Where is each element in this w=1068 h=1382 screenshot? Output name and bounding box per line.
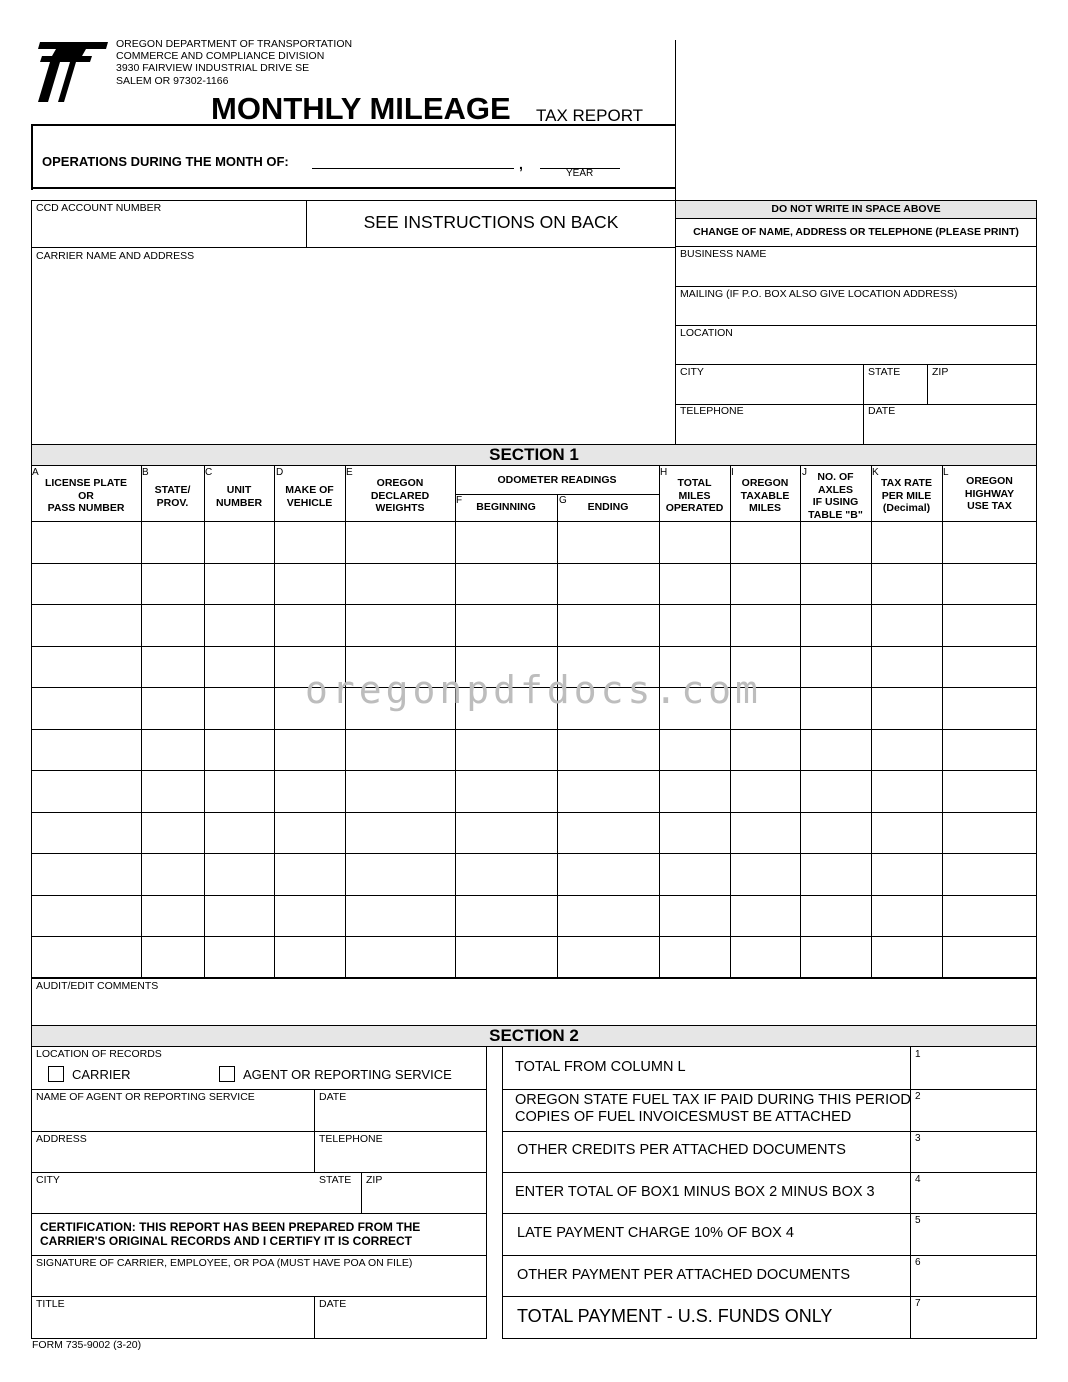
carrier-name-address-label: CARRIER NAME AND ADDRESS xyxy=(36,250,195,262)
telephone-label: TELEPHONE xyxy=(680,405,744,417)
col-header-taxable-miles: OREGON TAXABLE MILES xyxy=(740,477,790,514)
total-line-6-text: OTHER PAYMENT PER ATTACHED DOCUMENTS xyxy=(517,1267,850,1283)
total-box-1-num: 1 xyxy=(915,1049,921,1060)
form-subtitle: TAX REPORT xyxy=(536,106,644,125)
col-letter-i: I xyxy=(731,467,734,478)
certification-line-2: CARRIER'S ORIGINAL RECORDS AND I CERTIFY IT IS CORRECT xyxy=(40,1234,412,1248)
total-box-4-num: 4 xyxy=(915,1174,921,1185)
agency-line-3: 3930 FAIRVIEW INDUSTRIAL DRIVE SE xyxy=(116,62,310,74)
col-letter-g: G xyxy=(559,495,567,506)
agency-line-4: SALEM OR 97302-1166 xyxy=(116,75,229,87)
col-header-make: MAKE OF VEHICLE xyxy=(285,484,334,509)
agent-state-label: STATE xyxy=(319,1174,352,1186)
agent-checkbox-label: AGENT OR REPORTING SERVICE xyxy=(243,1067,452,1082)
title-date-label: DATE xyxy=(319,1298,347,1310)
form-title: MONTHLY MILEAGE xyxy=(211,91,511,126)
section2-title: SECTION 2 xyxy=(489,1026,579,1045)
do-not-write-label: DO NOT WRITE IN SPACE ABOVE xyxy=(771,203,941,215)
city-label: CITY xyxy=(680,366,704,378)
col-letter-l: L xyxy=(943,467,949,478)
total-box-5-num: 5 xyxy=(915,1215,921,1226)
col-letter-e: E xyxy=(346,467,353,478)
watermark: oregonpdfdocs.com xyxy=(305,668,762,712)
col-header-total-miles: TOTAL MILES OPERATED xyxy=(665,477,724,514)
col-header-state-prov: STATE/ PROV. xyxy=(154,484,191,509)
col-header-beginning: BEGINNING xyxy=(476,501,536,513)
date-label: DATE xyxy=(868,405,896,417)
col-header-ending: ENDING xyxy=(587,501,629,513)
col-header-unit-number: UNIT NUMBER xyxy=(215,484,263,509)
year-label: YEAR xyxy=(566,168,594,179)
col-header-license-plate: LICENSE PLATE OR PASS NUMBER xyxy=(44,477,128,514)
col-letter-f: F xyxy=(456,495,463,506)
location-of-records-label: LOCATION OF RECORDS xyxy=(36,1048,162,1060)
total-line-3-text: OTHER CREDITS PER ATTACHED DOCUMENTS xyxy=(517,1142,846,1158)
total-box-3-num: 3 xyxy=(915,1133,921,1144)
location-label: LOCATION xyxy=(680,327,733,339)
see-instructions: SEE INSTRUCTIONS ON BACK xyxy=(363,212,619,232)
odot-logo xyxy=(36,40,110,104)
operations-label: OPERATIONS DURING THE MONTH OF: xyxy=(42,154,289,169)
carrier-checkbox[interactable] xyxy=(48,1066,64,1082)
odometer-readings-header: ODOMETER READINGS xyxy=(497,474,617,486)
certification-line-1: CERTIFICATION: THIS REPORT HAS BEEN PREPARED FROM THE xyxy=(40,1220,421,1234)
agent-checkbox[interactable] xyxy=(219,1066,235,1082)
business-name-label: BUSINESS NAME xyxy=(680,248,767,260)
agent-zip-label: ZIP xyxy=(366,1174,383,1186)
ccd-account-label: CCD ACCOUNT NUMBER xyxy=(36,202,162,214)
agent-telephone-label: TELEPHONE xyxy=(319,1133,383,1145)
comma: , xyxy=(519,156,523,172)
col-letter-h: H xyxy=(660,467,668,478)
col-header-tax-rate: TAX RATE PER MILE (Decimal) xyxy=(881,477,932,514)
col-letter-k: K xyxy=(872,467,879,478)
col-header-highway-use-tax: OREGON HIGHWAY USE TAX xyxy=(964,475,1015,512)
agency-line-1: OREGON DEPARTMENT OF TRANSPORTATION xyxy=(116,38,353,50)
col-header-declared-weights: OREGON DECLARED WEIGHTS xyxy=(370,477,430,514)
total-line-2-text2: COPIES OF FUEL INVOICESMUST BE ATTACHED xyxy=(515,1109,852,1125)
col-letter-b: B xyxy=(142,467,149,478)
title-label: TITLE xyxy=(36,1298,65,1310)
signature-label: SIGNATURE OF CARRIER, EMPLOYEE, OR POA (MUST HAVE POA ON FILE) xyxy=(36,1257,413,1269)
change-header: CHANGE OF NAME, ADDRESS OR TELEPHONE (PLEASE PRINT) xyxy=(693,226,1019,238)
total-line-2-text: OREGON STATE FUEL TAX IF PAID DURING THIS PERIOD xyxy=(515,1092,911,1108)
total-line-5-text: LATE PAYMENT CHARGE 10% OF BOX 4 xyxy=(517,1225,794,1241)
total-line-1-text: TOTAL FROM COLUMN L xyxy=(515,1059,686,1075)
col-letter-d: D xyxy=(276,467,284,478)
agent-date-label: DATE xyxy=(319,1091,347,1103)
carrier-checkbox-label: CARRIER xyxy=(72,1067,131,1082)
section1-title: SECTION 1 xyxy=(489,445,579,464)
total-box-7-num: 7 xyxy=(915,1298,921,1309)
col-letter-a: A xyxy=(32,467,39,478)
agent-city-label: CITY xyxy=(36,1174,60,1186)
month-line[interactable] xyxy=(312,168,514,169)
agent-name-label: NAME OF AGENT OR REPORTING SERVICE xyxy=(36,1091,255,1103)
agent-address-label: ADDRESS xyxy=(36,1133,87,1145)
col-letter-c: C xyxy=(205,467,213,478)
mailing-label: MAILING (IF P.O. BOX ALSO GIVE LOCATION ADDRESS) xyxy=(680,288,958,300)
agency-line-2: COMMERCE AND COMPLIANCE DIVISION xyxy=(116,50,325,62)
zip-label: ZIP xyxy=(932,366,949,378)
form-number: FORM 735-9002 (3-20) xyxy=(32,1339,142,1351)
total-box-6-num: 6 xyxy=(915,1257,921,1268)
col-letter-j: J xyxy=(802,467,807,478)
total-line-7-text: TOTAL PAYMENT - U.S. FUNDS ONLY xyxy=(517,1306,833,1326)
state-label: STATE xyxy=(868,366,901,378)
audit-comments-label: AUDIT/EDIT COMMENTS xyxy=(36,980,159,992)
col-header-axles: NO. OF AXLES IF USING TABLE "B" xyxy=(808,471,863,521)
total-line-4-text: ENTER TOTAL OF BOX1 MINUS BOX 2 MINUS BOX 3 xyxy=(515,1184,875,1200)
total-box-2-num: 2 xyxy=(915,1091,921,1102)
